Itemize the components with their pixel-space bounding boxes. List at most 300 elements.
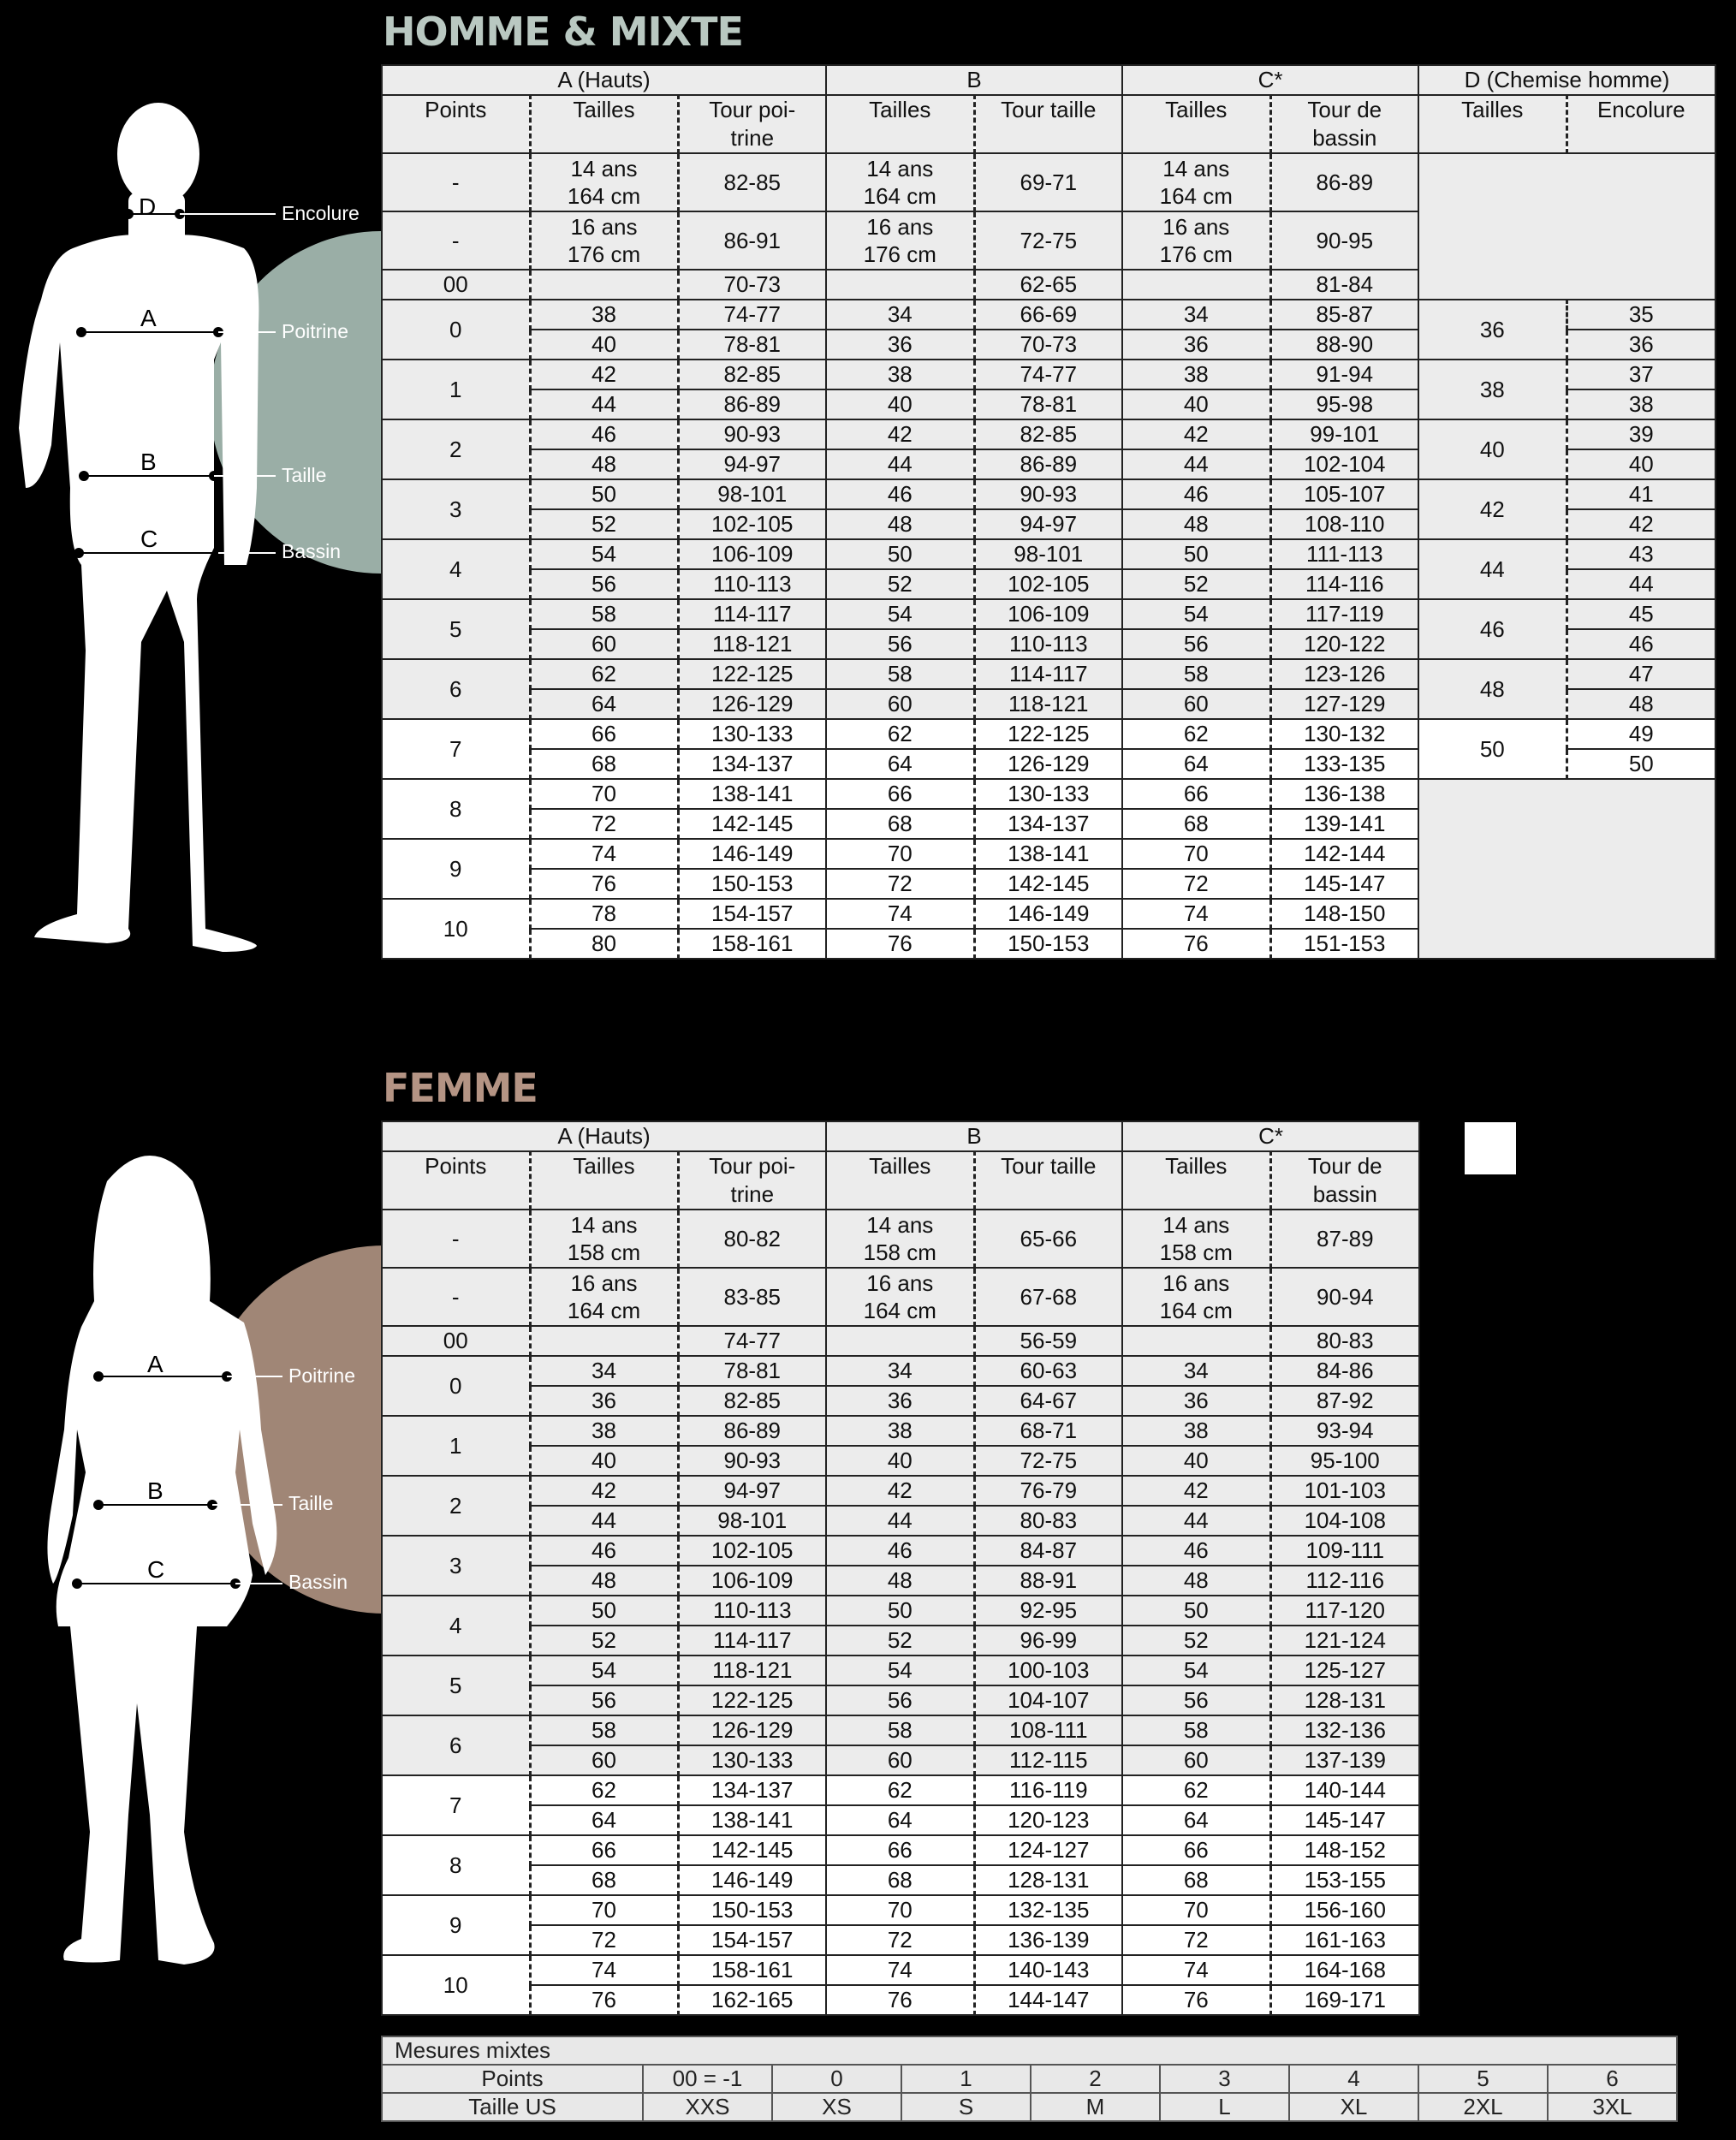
points-cell: 6 bbox=[382, 1715, 530, 1775]
size-cell bbox=[530, 270, 678, 300]
size-cell: 60 bbox=[826, 1745, 974, 1775]
measure-cell: 110-113 bbox=[678, 1596, 826, 1626]
mixed-caption: Mesures mixtes bbox=[382, 2036, 1677, 2065]
table-row bbox=[382, 1745, 1419, 1775]
men-letter-d: D bbox=[139, 193, 157, 220]
size-cell: 58 bbox=[530, 1715, 678, 1745]
women-col-tour-bassin: Tour de bassin bbox=[1270, 1151, 1419, 1210]
table-row bbox=[382, 1656, 1419, 1685]
measure-cell: 66-69 bbox=[974, 300, 1122, 330]
measure-cell: 70-73 bbox=[678, 270, 826, 300]
collar-size-cell: 38 bbox=[1418, 360, 1567, 419]
collar-measure-cell: 44 bbox=[1567, 569, 1715, 599]
measure-cell: 86-91 bbox=[678, 211, 826, 270]
points-cell: 0 bbox=[382, 300, 530, 360]
measure-cell: 145-147 bbox=[1270, 1805, 1419, 1835]
mixed-points-cell: 3 bbox=[1160, 2065, 1289, 2093]
measure-cell: 70-73 bbox=[974, 330, 1122, 360]
measure-cell: 158-161 bbox=[678, 1955, 826, 1985]
collar-measure-cell: 37 bbox=[1567, 360, 1715, 389]
measure-cell: 120-123 bbox=[974, 1805, 1122, 1835]
measure-cell: 130-133 bbox=[678, 1745, 826, 1775]
points-cell: 8 bbox=[382, 779, 530, 839]
collar-size-cell: 40 bbox=[1418, 419, 1567, 479]
measure-cell: 90-93 bbox=[974, 479, 1122, 509]
size-cell: 40 bbox=[826, 389, 974, 419]
measure-cell: 145-147 bbox=[1270, 869, 1418, 899]
size-cell: 64 bbox=[826, 749, 974, 779]
table-row bbox=[382, 1446, 1419, 1476]
points-cell: - bbox=[382, 1210, 530, 1268]
size-cell bbox=[1122, 270, 1270, 300]
size-cell: 52 bbox=[826, 569, 974, 599]
men-group-d-header: D (Chemise homme) bbox=[1418, 65, 1715, 95]
empty-cell bbox=[1418, 153, 1715, 300]
measure-cell: 106-109 bbox=[974, 599, 1122, 629]
measure-cell: 117-119 bbox=[1270, 599, 1418, 629]
men-group-a-header: A (Hauts) bbox=[382, 65, 826, 95]
measure-cell: 95-98 bbox=[1270, 389, 1418, 419]
size-cell: 60 bbox=[826, 689, 974, 719]
measure-cell: 138-141 bbox=[678, 1805, 826, 1835]
size-cell: 56 bbox=[530, 569, 678, 599]
mixed-points-cell: 1 bbox=[901, 2065, 1031, 2093]
size-cell: 64 bbox=[530, 689, 678, 719]
points-cell: 8 bbox=[382, 1835, 530, 1895]
measure-cell: 142-145 bbox=[974, 869, 1122, 899]
size-cell: 48 bbox=[530, 449, 678, 479]
table-row bbox=[382, 1775, 1419, 1805]
women-group-a-header: A (Hauts) bbox=[382, 1121, 826, 1151]
men-col-encolure: Encolure bbox=[1567, 95, 1715, 153]
measure-cell: 84-87 bbox=[974, 1536, 1122, 1566]
mixed-us-row bbox=[382, 2093, 1677, 2121]
table-row bbox=[382, 1685, 1419, 1715]
points-cell: - bbox=[382, 211, 530, 270]
measure-cell: 95-100 bbox=[1270, 1446, 1419, 1476]
size-cell: 46 bbox=[1122, 479, 1270, 509]
size-cell: 42 bbox=[826, 419, 974, 449]
empty-cell bbox=[1418, 779, 1715, 959]
measure-cell: 148-152 bbox=[1270, 1835, 1419, 1865]
table-row bbox=[382, 1715, 1419, 1745]
mixed-us-cell: XL bbox=[1289, 2093, 1418, 2121]
measure-cell: 136-139 bbox=[974, 1925, 1122, 1955]
measure-cell: 164-168 bbox=[1270, 1955, 1419, 1985]
measure-cell: 68-71 bbox=[974, 1416, 1122, 1446]
size-cell: 70 bbox=[530, 1895, 678, 1925]
collar-measure-cell: 43 bbox=[1567, 539, 1715, 569]
measure-cell: 124-127 bbox=[974, 1835, 1122, 1865]
size-cell: 40 bbox=[530, 1446, 678, 1476]
men-label-encolure: Encolure bbox=[282, 202, 360, 224]
mixed-points-row bbox=[382, 2065, 1677, 2093]
measure-cell: 102-104 bbox=[1270, 449, 1418, 479]
collar-size-cell: 36 bbox=[1418, 300, 1567, 360]
men-col-tour-poitrine: Tour poi- trine bbox=[678, 95, 826, 153]
points-cell: 0 bbox=[382, 1356, 530, 1416]
mixed-points-label: Points bbox=[382, 2065, 643, 2093]
size-cell: 72 bbox=[1122, 869, 1270, 899]
size-cell: 42 bbox=[826, 1476, 974, 1506]
measure-cell: 85-87 bbox=[1270, 300, 1418, 330]
size-cell: 66 bbox=[530, 719, 678, 749]
women-group-b-header: B bbox=[826, 1121, 1122, 1151]
size-cell: 48 bbox=[530, 1566, 678, 1596]
measure-cell: 118-121 bbox=[974, 689, 1122, 719]
collar-measure-cell: 46 bbox=[1567, 629, 1715, 659]
size-cell: 54 bbox=[826, 599, 974, 629]
size-cell: 76 bbox=[530, 869, 678, 899]
size-cell: 76 bbox=[1122, 929, 1270, 959]
mixed-us-cell: XXS bbox=[643, 2093, 772, 2121]
measure-cell: 106-109 bbox=[678, 539, 826, 569]
collar-measure-cell: 50 bbox=[1567, 749, 1715, 779]
table-row bbox=[382, 1506, 1419, 1536]
size-cell: 70 bbox=[826, 839, 974, 869]
size-cell: 74 bbox=[1122, 1955, 1270, 1985]
size-cell: 66 bbox=[1122, 779, 1270, 809]
size-cell: 70 bbox=[1122, 839, 1270, 869]
points-cell: 5 bbox=[382, 599, 530, 659]
size-cell: 72 bbox=[826, 1925, 974, 1955]
size-cell: 68 bbox=[1122, 1865, 1270, 1895]
table-row bbox=[382, 360, 1715, 389]
table-row bbox=[382, 779, 1715, 809]
measure-cell: 76-79 bbox=[974, 1476, 1122, 1506]
measure-cell: 132-135 bbox=[974, 1895, 1122, 1925]
size-cell: 16 ans 176 cm bbox=[530, 211, 678, 270]
size-cell bbox=[1122, 1326, 1270, 1356]
measure-cell: 127-129 bbox=[1270, 689, 1418, 719]
men-letter-c: C bbox=[140, 526, 158, 552]
size-cell: 50 bbox=[826, 1596, 974, 1626]
collar-measure-cell: 42 bbox=[1567, 509, 1715, 539]
size-cell: 40 bbox=[1122, 1446, 1270, 1476]
size-cell: 72 bbox=[1122, 1925, 1270, 1955]
size-cell bbox=[530, 1326, 678, 1356]
measure-cell: 108-110 bbox=[1270, 509, 1418, 539]
measure-cell: 116-119 bbox=[974, 1775, 1122, 1805]
measure-cell: 94-97 bbox=[678, 449, 826, 479]
measure-cell: 100-103 bbox=[974, 1656, 1122, 1685]
measure-cell: 128-131 bbox=[1270, 1685, 1419, 1715]
size-cell: 50 bbox=[1122, 1596, 1270, 1626]
size-cell: 14 ans 158 cm bbox=[1122, 1210, 1270, 1268]
size-cell: 68 bbox=[1122, 809, 1270, 839]
measure-cell: 123-126 bbox=[1270, 659, 1418, 689]
mixed-us-cell: XS bbox=[772, 2093, 901, 2121]
mixed-points-cell: 4 bbox=[1289, 2065, 1418, 2093]
size-cell: 38 bbox=[1122, 1416, 1270, 1446]
size-cell: 68 bbox=[530, 1865, 678, 1895]
size-cell: 44 bbox=[530, 389, 678, 419]
measure-cell: 144-147 bbox=[974, 1985, 1122, 2015]
collar-measure-cell: 39 bbox=[1567, 419, 1715, 449]
collar-measure-cell: 38 bbox=[1567, 389, 1715, 419]
table-row bbox=[382, 1835, 1419, 1865]
measure-cell: 88-91 bbox=[974, 1566, 1122, 1596]
measure-cell: 78-81 bbox=[678, 330, 826, 360]
collar-size-cell: 42 bbox=[1418, 479, 1567, 539]
measure-cell: 93-94 bbox=[1270, 1416, 1419, 1446]
size-cell: 62 bbox=[1122, 719, 1270, 749]
measure-cell: 74-77 bbox=[974, 360, 1122, 389]
size-cell: 66 bbox=[1122, 1835, 1270, 1865]
measure-cell: 125-127 bbox=[1270, 1656, 1419, 1685]
size-cell: 54 bbox=[530, 1656, 678, 1685]
size-cell: 62 bbox=[826, 719, 974, 749]
size-cell: 70 bbox=[826, 1895, 974, 1925]
size-cell: 66 bbox=[826, 1835, 974, 1865]
size-cell: 40 bbox=[530, 330, 678, 360]
size-cell: 16 ans 176 cm bbox=[1122, 211, 1270, 270]
size-cell: 76 bbox=[826, 929, 974, 959]
measure-cell: 146-149 bbox=[974, 899, 1122, 929]
collar-measure-cell: 49 bbox=[1567, 719, 1715, 749]
men-col-tailles-a: Tailles bbox=[530, 95, 678, 153]
measure-cell: 94-97 bbox=[678, 1476, 826, 1506]
measure-cell: 80-83 bbox=[974, 1506, 1122, 1536]
size-cell: 48 bbox=[826, 1566, 974, 1596]
size-cell: 74 bbox=[826, 1955, 974, 1985]
measure-cell: 150-153 bbox=[974, 929, 1122, 959]
size-cell: 36 bbox=[826, 330, 974, 360]
size-cell: 36 bbox=[826, 1386, 974, 1416]
men-col-points: Points bbox=[382, 95, 530, 153]
mixed-measures-table bbox=[381, 2036, 1678, 2122]
points-cell: 5 bbox=[382, 1656, 530, 1715]
size-cell: 58 bbox=[1122, 659, 1270, 689]
size-cell: 44 bbox=[1122, 449, 1270, 479]
table-row bbox=[382, 539, 1715, 569]
size-cell: 60 bbox=[530, 629, 678, 659]
measure-cell: 98-101 bbox=[678, 1506, 826, 1536]
mixed-points-cell: 2 bbox=[1031, 2065, 1160, 2093]
points-cell: - bbox=[382, 153, 530, 211]
mixed-us-cell: L bbox=[1160, 2093, 1289, 2121]
men-col-tour-bassin: Tour de bassin bbox=[1270, 95, 1418, 153]
points-cell: 7 bbox=[382, 1775, 530, 1835]
table-row bbox=[382, 1955, 1419, 1985]
size-cell: 64 bbox=[1122, 749, 1270, 779]
measure-cell: 142-145 bbox=[678, 1835, 826, 1865]
measure-cell: 134-137 bbox=[678, 1775, 826, 1805]
measure-cell: 126-129 bbox=[974, 749, 1122, 779]
measure-cell: 83-85 bbox=[678, 1268, 826, 1326]
size-cell: 72 bbox=[530, 809, 678, 839]
measure-cell: 142-144 bbox=[1270, 839, 1418, 869]
women-label-bassin: Bassin bbox=[288, 1571, 348, 1593]
measure-cell: 102-105 bbox=[974, 569, 1122, 599]
size-cell: 62 bbox=[530, 659, 678, 689]
mixed-us-cell: M bbox=[1031, 2093, 1160, 2121]
measure-cell: 78-81 bbox=[974, 389, 1122, 419]
measure-cell: 88-90 bbox=[1270, 330, 1418, 360]
size-cell: 64 bbox=[530, 1805, 678, 1835]
measure-cell: 102-105 bbox=[678, 509, 826, 539]
size-cell: 52 bbox=[1122, 569, 1270, 599]
size-cell: 62 bbox=[1122, 1775, 1270, 1805]
women-col-tailles-b: Tailles bbox=[826, 1151, 974, 1210]
measure-cell: 80-83 bbox=[1270, 1326, 1419, 1356]
size-cell: 74 bbox=[530, 839, 678, 869]
table-row bbox=[382, 1596, 1419, 1626]
measure-cell: 140-144 bbox=[1270, 1775, 1419, 1805]
size-cell: 46 bbox=[826, 479, 974, 509]
women-silhouette-illustration bbox=[0, 1147, 385, 1969]
women-letter-a: A bbox=[147, 1351, 163, 1377]
table-row bbox=[382, 1985, 1419, 2015]
size-cell: 68 bbox=[826, 809, 974, 839]
measure-cell: 106-109 bbox=[678, 1566, 826, 1596]
size-cell: 66 bbox=[530, 1835, 678, 1865]
size-cell: 54 bbox=[1122, 1656, 1270, 1685]
table-row bbox=[382, 1416, 1419, 1446]
points-cell: 10 bbox=[382, 1955, 530, 2015]
size-cell: 58 bbox=[1122, 1715, 1270, 1745]
size-cell: 44 bbox=[1122, 1506, 1270, 1536]
measure-cell: 60-63 bbox=[974, 1356, 1122, 1386]
mixed-us-label: Taille US bbox=[382, 2093, 643, 2121]
size-cell: 34 bbox=[826, 300, 974, 330]
measure-cell: 98-101 bbox=[678, 479, 826, 509]
table-row bbox=[382, 479, 1715, 509]
white-square-block bbox=[1465, 1122, 1516, 1174]
measure-cell: 82-85 bbox=[678, 360, 826, 389]
measure-cell: 102-105 bbox=[678, 1536, 826, 1566]
size-cell: 44 bbox=[826, 449, 974, 479]
collar-measure-cell: 47 bbox=[1567, 659, 1715, 689]
measure-cell: 161-163 bbox=[1270, 1925, 1419, 1955]
table-row bbox=[382, 300, 1715, 330]
women-col-tailles-c: Tailles bbox=[1122, 1151, 1270, 1210]
measure-cell: 130-132 bbox=[1270, 719, 1418, 749]
men-label-poitrine: Poitrine bbox=[282, 320, 348, 342]
mixed-points-cell: 6 bbox=[1548, 2065, 1677, 2093]
size-cell: 40 bbox=[1122, 389, 1270, 419]
collar-measure-cell: 41 bbox=[1567, 479, 1715, 509]
measure-cell: 67-68 bbox=[974, 1268, 1122, 1326]
measure-cell: 94-97 bbox=[974, 509, 1122, 539]
measure-cell: 148-150 bbox=[1270, 899, 1418, 929]
size-cell: 58 bbox=[826, 659, 974, 689]
collar-measure-cell: 48 bbox=[1567, 689, 1715, 719]
size-cell: 14 ans 164 cm bbox=[530, 153, 678, 211]
mixed-us-cell: 3XL bbox=[1548, 2093, 1677, 2121]
size-cell: 38 bbox=[826, 1416, 974, 1446]
points-cell: 2 bbox=[382, 1476, 530, 1536]
size-cell: 80 bbox=[530, 929, 678, 959]
points-cell: 4 bbox=[382, 1596, 530, 1656]
size-cell: 50 bbox=[530, 479, 678, 509]
size-cell: 34 bbox=[1122, 300, 1270, 330]
table-row bbox=[382, 1536, 1419, 1566]
measure-cell: 110-113 bbox=[974, 629, 1122, 659]
measure-cell: 86-89 bbox=[1270, 153, 1418, 211]
size-cell: 60 bbox=[1122, 1745, 1270, 1775]
size-cell: 56 bbox=[1122, 629, 1270, 659]
size-cell: 44 bbox=[826, 1506, 974, 1536]
measure-cell: 114-117 bbox=[678, 599, 826, 629]
size-cell: 48 bbox=[826, 509, 974, 539]
measure-cell: 62-65 bbox=[974, 270, 1122, 300]
measure-cell: 112-115 bbox=[974, 1745, 1122, 1775]
measure-cell: 86-89 bbox=[974, 449, 1122, 479]
size-cell: 52 bbox=[1122, 1626, 1270, 1656]
size-cell: 46 bbox=[826, 1536, 974, 1566]
measure-cell: 134-137 bbox=[974, 809, 1122, 839]
measure-cell: 130-133 bbox=[974, 779, 1122, 809]
measure-cell: 137-139 bbox=[1270, 1745, 1419, 1775]
size-cell: 72 bbox=[826, 869, 974, 899]
size-cell: 14 ans 158 cm bbox=[530, 1210, 678, 1268]
points-cell: - bbox=[382, 1268, 530, 1326]
size-cell: 50 bbox=[826, 539, 974, 569]
measure-cell: 162-165 bbox=[678, 1985, 826, 2015]
measure-cell: 169-171 bbox=[1270, 1985, 1419, 2015]
points-cell: 9 bbox=[382, 839, 530, 899]
measure-cell: 74-77 bbox=[678, 300, 826, 330]
size-cell: 14 ans 164 cm bbox=[826, 153, 974, 211]
measure-cell: 118-121 bbox=[678, 1656, 826, 1685]
men-group-c-header: C* bbox=[1122, 65, 1418, 95]
collar-size-cell: 48 bbox=[1418, 659, 1567, 719]
size-cell: 62 bbox=[530, 1775, 678, 1805]
men-col-tailles-b: Tailles bbox=[826, 95, 974, 153]
measure-cell: 56-59 bbox=[974, 1326, 1122, 1356]
size-cell: 42 bbox=[530, 360, 678, 389]
measure-cell: 130-133 bbox=[678, 719, 826, 749]
size-cell: 76 bbox=[826, 1985, 974, 2015]
measure-cell: 122-125 bbox=[678, 659, 826, 689]
size-cell: 38 bbox=[1122, 360, 1270, 389]
women-col-tour-taille: Tour taille bbox=[974, 1151, 1122, 1210]
mixed-us-cell: S bbox=[901, 2093, 1031, 2121]
table-row bbox=[382, 1386, 1419, 1416]
size-cell: 14 ans 158 cm bbox=[826, 1210, 974, 1268]
measure-cell: 136-138 bbox=[1270, 779, 1418, 809]
size-cell: 14 ans 164 cm bbox=[1122, 153, 1270, 211]
collar-size-cell: 44 bbox=[1418, 539, 1567, 599]
size-cell: 54 bbox=[1122, 599, 1270, 629]
measure-cell: 104-108 bbox=[1270, 1506, 1419, 1536]
measure-cell: 101-103 bbox=[1270, 1476, 1419, 1506]
measure-cell: 90-93 bbox=[678, 419, 826, 449]
mixed-points-cell: 5 bbox=[1418, 2065, 1548, 2093]
size-cell: 56 bbox=[530, 1685, 678, 1715]
measure-cell: 72-75 bbox=[974, 1446, 1122, 1476]
size-cell: 38 bbox=[530, 300, 678, 330]
measure-cell: 126-129 bbox=[678, 689, 826, 719]
size-cell: 74 bbox=[530, 1955, 678, 1985]
points-cell: 6 bbox=[382, 659, 530, 719]
size-cell: 76 bbox=[530, 1985, 678, 2015]
measure-cell: 138-141 bbox=[678, 779, 826, 809]
measure-cell: 65-66 bbox=[974, 1210, 1122, 1268]
measure-cell: 84-86 bbox=[1270, 1356, 1419, 1386]
measure-cell: 80-82 bbox=[678, 1210, 826, 1268]
women-section-title: FEMME bbox=[383, 1065, 538, 1111]
size-cell: 48 bbox=[1122, 1566, 1270, 1596]
size-cell: 36 bbox=[1122, 1386, 1270, 1416]
measure-cell: 87-92 bbox=[1270, 1386, 1419, 1416]
measure-cell: 105-107 bbox=[1270, 479, 1418, 509]
table-row bbox=[382, 1268, 1419, 1326]
points-cell: 4 bbox=[382, 539, 530, 599]
measure-cell: 118-121 bbox=[678, 629, 826, 659]
measure-cell: 112-116 bbox=[1270, 1566, 1419, 1596]
